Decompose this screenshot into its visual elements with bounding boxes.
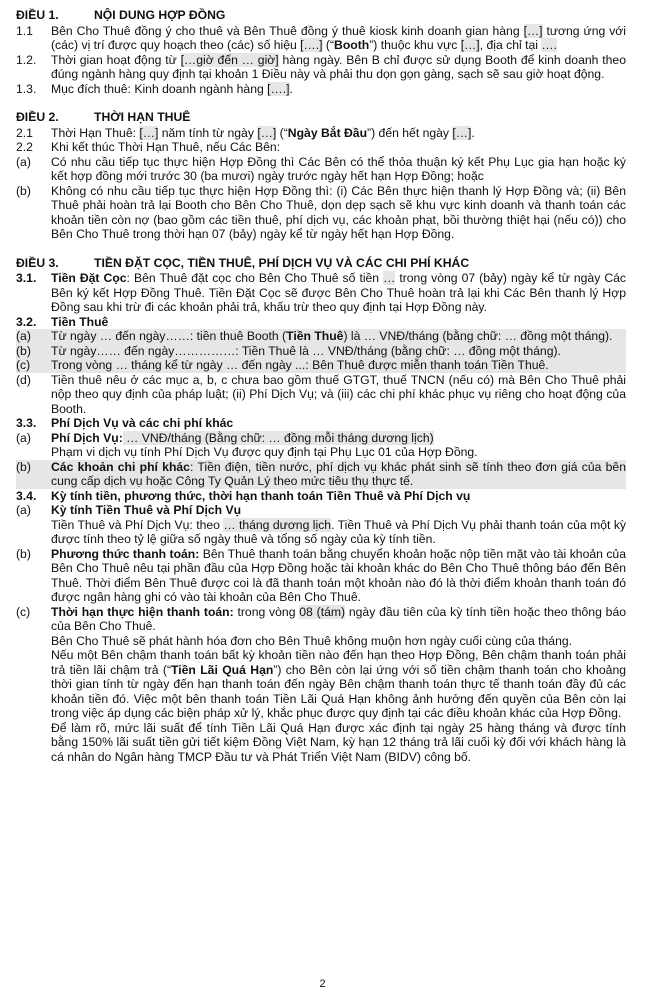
placeholder-field: […] [460, 38, 480, 52]
article-title: THỜI HẠN THUÊ [94, 110, 191, 124]
clause-label: Tiền Đặt Cọc [51, 271, 127, 285]
text-segment: Thời gian hoạt động từ [51, 52, 181, 67]
clause-3-3-a [16, 431, 626, 446]
clause-1-2 [16, 53, 626, 82]
text-segment: Nếu một Bên chậm thanh toán bất kỳ khoản tiền nào đến hạn theo Hợp Đồng, Bên chậm thanh toán phải trả tiền lãi chậm trả (“ [51, 648, 626, 677]
text-segment: Bên Thuê thanh toán bằng chuyển khoản hoặc nộp tiền mặt vào tài khoản của Bên Cho Thuê nêu tại phần đầu của Hợp Đồng hoặc tài khoản khác do Bên Cho Thuê thông báo đến Bên Thuê. Thời điểm Bên Thuê được coi là đã thanh toán một khoản nào đó là thời điểm khoản thanh toán đó được ngân hàng ghi có vào tài khoản của Bên Cho Thuê. [51, 546, 626, 604]
placeholder-field: […giờ đến … giờ] [180, 52, 279, 67]
clause-number: (b) [16, 343, 31, 358]
text-segment: Tiền Thuê và Phí Dịch Vụ: theo [51, 517, 224, 532]
clause-text: Trong vòng … tháng kể từ ngày … đến ngày ...: Bên Thuê được miễn thanh toán Tiền Thuê. [51, 358, 549, 372]
placeholder-field: … VNĐ/tháng (Bằng chữ: … đồng mỗi tháng dương lịch) [122, 430, 434, 445]
clause-number: 1.3. [16, 81, 37, 96]
article-3-heading [16, 256, 626, 271]
placeholder-field: … [383, 271, 396, 285]
clause-text [51, 547, 626, 605]
text-segment: tương ứng với (các) vị trí được quy hoạch theo (các) số hiệu [51, 23, 626, 52]
article-2-heading [16, 110, 626, 125]
clause-1-1 [16, 24, 626, 53]
text-segment: : Tiền điện, tiền nước, phí dịch vụ khác phát sinh sẽ tính theo đơn giá của bên cung cấp dịch vụ hoặc Công Ty Quản Lý theo mức tiêu thụ thực tế. [51, 459, 626, 488]
clause-number: 2.2 [16, 140, 33, 154]
placeholder-field: […] [257, 125, 277, 140]
clause-number: 3.2. [16, 314, 37, 329]
clause-text: Từ ngày…… đến ngày……………: Tiền Thuê là … VNĐ/tháng (bằng chữ: … đồng một tháng). [51, 343, 561, 358]
clause-text: Không có nhu cầu tiếp tục thực hiện Hợp Đồng thì: (i) Các Bên thực hiện thanh lý Hợp Đồng và; (ii) Bên Thuê phải hoàn trả lại Booth cho Bên Cho Thuê, dọn dẹp sạch sẽ khu vực kinh doanh và thanh toán các khoản tiền còn nợ (bao gồm các tiền thuê, phí dịch vụ, các khoản phạt, bồi thường thiệt hại (nếu có)) cho Bên Cho Thuê trong thời hạn 07 (bảy) ngày kể từ ngày hết hạn Hợp Đồng. [51, 183, 626, 241]
placeholder-field: [….] [267, 81, 290, 96]
clause-text: Khi kết thúc Thời Hạn Thuê, nếu Các Bên: [51, 140, 281, 154]
defined-term: Ngày Bắt Đầu [287, 125, 368, 140]
clause-text [51, 329, 626, 344]
text-segment: ”) thuộc khu vực [369, 38, 461, 52]
placeholder-field: […] [139, 125, 159, 140]
clause-2-1 [16, 126, 626, 141]
placeholder-field: …. [541, 38, 557, 52]
clause-3-2-c [16, 358, 626, 373]
contract-page [16, 8, 626, 764]
text-segment: . [471, 125, 475, 140]
page-number: 2 [319, 978, 326, 990]
text-segment: ”) đến hết ngày [367, 125, 453, 140]
clause-number: (a) [16, 154, 31, 169]
clause-label: Thời hạn thực hiện thanh toán: [51, 604, 234, 619]
clause-label: Phương thức thanh toán: [51, 546, 200, 561]
clause-3-4-heading [16, 489, 626, 504]
article-title: NỘI DUNG HỢP ĐỒNG [94, 8, 226, 22]
text-segment: (“ [322, 38, 335, 52]
clause-3-2-b [16, 344, 626, 359]
clause-number: 1.1 [16, 23, 33, 38]
clause-3-2-heading [16, 315, 626, 330]
clause-number: 2.1 [16, 125, 33, 140]
clause-number: (b) [16, 459, 31, 474]
placeholder-field: 08 (tám) [299, 604, 346, 619]
clause-label: Kỳ tính Tiền Thuê và Phí Dịch Vụ [51, 503, 242, 517]
clause-3-3-b [16, 460, 626, 489]
article-number: ĐIỀU 1. [16, 8, 59, 22]
clause-text [51, 82, 626, 97]
clause-3-1 [16, 271, 626, 315]
text-segment: ”) cho Bên còn lại ứng với số tiền chậm thanh toán cho khoảng thời gian tính từ ngày đến hạn thanh toán đến ngày Bên chậm thanh toán thực tế thanh toán đầy đủ các khoản tiền đó. Việc một bên thanh toán Tiền Lãi Quá Hạn không ảnh hưởng đến quyền của Bên còn lại trong việc áp dụng các biện pháp xử lý, khắc phục được quy định tại các điều khoản khác của Hợp Đồng. [51, 662, 626, 720]
clause-3-2-a [16, 329, 626, 344]
clause-paragraph: Bên Cho Thuê sẽ phát hành hóa đơn cho Bên Thuê không muộn hơn ngày cuối cùng của tháng. [51, 633, 573, 648]
clause-label: Phí Dịch Vụ: [51, 430, 123, 445]
section-title: Tiền Thuê [51, 314, 109, 329]
text-segment: : Bên Thuê đặt cọc cho Bên Cho Thuê số tiền [126, 271, 384, 285]
text-segment: (“ [276, 125, 288, 140]
clause-2-2 [16, 140, 626, 155]
text-segment: trong vòng 07 (bảy) ngày kể từ ngày Các Bên ký kết Hợp Đồng Thuê. Tiền Đặt Cọc sẽ được Bên Cho Thuê hoàn trả lại khi Các Bên thanh lý Hợp Đồng sau khi trừ đi các khoản phải trả, khấu trừ theo quy định tại Hợp Đồng này. [51, 271, 626, 314]
clause-number: (a) [16, 430, 31, 445]
section-title: Phí Dịch Vụ và các chi phí khác [51, 416, 234, 430]
clause-3-4-b [16, 547, 626, 605]
text-segment: Mục đích thuê: Kinh doanh ngành hàng [51, 81, 268, 96]
clause-number: 3.4. [16, 488, 37, 503]
clause-text [51, 126, 626, 141]
article-1-heading [16, 8, 626, 23]
text-segment: Từ ngày … đến ngày……: tiền thuê Booth ( [51, 329, 287, 343]
clause-number: 1.2. [16, 52, 37, 67]
clause-number: (c) [16, 604, 31, 619]
clause-3-4-a [16, 503, 626, 518]
placeholder-field: … tháng dương lịch [223, 517, 332, 532]
clause-3-2-d [16, 373, 626, 417]
clause-text [51, 460, 626, 489]
clause-text [51, 24, 626, 53]
section-title: Kỳ tính tiền, phương thức, thời hạn thanh toán Tiền Thuê và Phí Dịch vụ [51, 488, 471, 503]
clause-3-3-heading [16, 416, 626, 431]
clause-3-4-c [16, 605, 626, 634]
article-number: ĐIỀU 3. [16, 255, 59, 270]
clause-text: Có nhu cầu tiếp tục thực hiện Hợp Đồng thì Các Bên có thể thỏa thuận ký kết Phụ Lục gia hạn hoặc ký kết hợp đồng mới trước 30 (ba mươi) ngày trước ngày hết hạn Hợp Đồng; hoặc [51, 154, 626, 183]
clause-number: (a) [16, 503, 31, 517]
text-segment: Bên Cho Thuê đồng ý cho thuê và Bên Thuê đồng ý thuê kiosk kinh doanh gian hàng [51, 23, 524, 38]
placeholder-field: […] [523, 23, 543, 38]
clause-number: (c) [16, 358, 31, 372]
article-number: ĐIỀU 2. [16, 110, 59, 124]
defined-term: Tiền Thuê [286, 329, 344, 343]
clause-number: (d) [16, 372, 31, 387]
placeholder-field: [….] [300, 38, 323, 52]
defined-term: Booth [334, 38, 370, 52]
clause-paragraph: Phạm vi dịch vụ tính Phí Dịch Vụ được quy định tại Phụ Lục 01 của Hợp Đồng. [51, 445, 478, 459]
clause-number: 3.3. [16, 416, 37, 430]
clause-2-2-a [16, 155, 626, 184]
clause-1-3 [16, 82, 626, 97]
clause-paragraph: Để làm rõ, mức lãi suất để tính Tiền Lãi Quá Hạn được xác định tại ngày 25 hàng tháng và được tính bằng 150% lãi suất tiền gửi tiết kiệm Đồng Việt Nam, kỳ hạn 12 tháng trả lãi cuối kỳ đối với khách hàng là cá nhân do Ngân hàng TMCP Đầu tư và Phát Triển Việt Nam (BIDV) công bố. [51, 720, 626, 764]
text-segment: . [289, 81, 293, 96]
clause-text [51, 605, 626, 634]
placeholder-field: […] [452, 125, 472, 140]
clause-label: Các khoản chi phí khác [51, 459, 190, 474]
clause-text: Tiền thuê nêu ở các mục a, b, c chưa bao gồm thuế GTGT, thuế TNCN (nếu có) mà Bên Cho Thuê phải nộp theo quy định của pháp luật; (ii) Phí Dịch Vụ; và (iii) các chi phí khác phục vụ riêng cho hoạt động của Booth. [51, 372, 626, 416]
text-segment: , địa chỉ tại [479, 38, 542, 52]
article-title: TIỀN ĐẶT CỌC, TIỀN THUÊ, PHÍ DỊCH VỤ VÀ CÁC CHI PHÍ KHÁC [94, 255, 470, 270]
clause-text [51, 431, 626, 446]
text-segment: Thời Hạn Thuê: [51, 125, 140, 140]
text-segment: ) là … VNĐ/tháng (bằng chữ: … đồng một tháng). [343, 329, 613, 343]
clause-paragraph [16, 648, 626, 721]
clause-number: (b) [16, 546, 31, 561]
defined-term: Tiền Lãi Quá Hạn [171, 662, 274, 677]
clause-number: 3.1. [16, 271, 37, 285]
text-segment: hàng ngày. Bên B chỉ được sử dụng Booth để kinh doanh theo đúng ngành hàng quy định tại khoản 1 Điều này và phải thu dọn gọn gàng, sạch sẽ sau giờ hoạt động. [51, 52, 626, 81]
clause-number: (a) [16, 329, 31, 343]
clause-paragraph [16, 518, 626, 547]
clause-text [51, 53, 626, 82]
text-segment: năm tính từ ngày [158, 125, 258, 140]
text-segment: . Tiền Thuê và Phí Dịch Vụ phải thanh toán của một kỳ được tính theo tỷ lệ giữa số ngày thuê và tổng số ngày của kỳ tính tiền. [51, 517, 627, 546]
text-segment: ngày đầu tiên của kỳ tính tiền hoặc theo thông báo của Bên Cho Thuê. [51, 604, 626, 633]
clause-text [51, 271, 626, 315]
clause-2-2-b [16, 184, 626, 242]
text-segment: trong vòng [233, 604, 300, 619]
clause-number: (b) [16, 183, 31, 198]
